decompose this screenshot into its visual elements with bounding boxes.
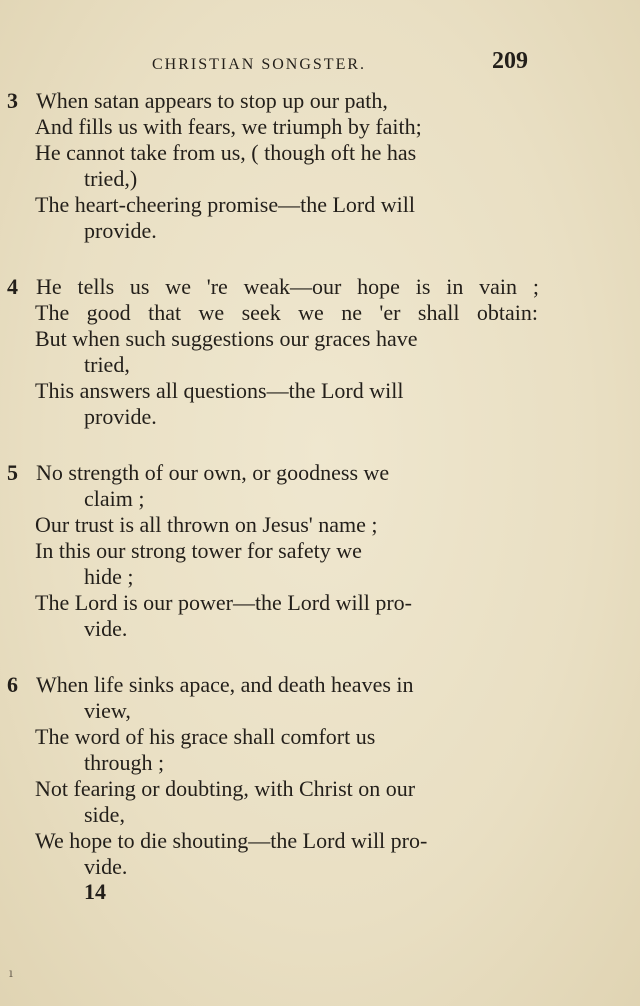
verse-line: No strength of our own, or goodness we xyxy=(36,460,390,485)
verse-line: The good that we seek we ne 'er shall obtain: xyxy=(35,300,539,325)
verse-line: The Lord is our power—the Lord will pro- xyxy=(35,590,412,615)
stanza-5 xyxy=(0,460,640,642)
verse-line-continuation: vide. xyxy=(84,616,128,641)
verse-line-continuation: provide. xyxy=(84,404,157,429)
verse-line-continuation: tried,) xyxy=(84,166,138,191)
verse-number: 5 xyxy=(7,460,18,485)
stanza-6 xyxy=(0,672,640,880)
verse-line: In this our strong tower for safety we xyxy=(35,538,362,563)
verse-line-continuation: view, xyxy=(84,698,131,723)
running-head xyxy=(0,48,640,78)
verse-line-continuation: vide. xyxy=(84,854,128,879)
verse-line-continuation: hide ; xyxy=(84,564,134,589)
verse-line: The heart-cheering promise—the Lord will xyxy=(35,192,415,217)
verse-line: And fills us with fears, we triumph by faith; xyxy=(35,114,422,139)
verse-line-continuation: tried, xyxy=(84,352,130,377)
verse-line: He tells us we 're weak—our hope is in vain ; xyxy=(36,274,539,299)
verse-line: Our trust is all thrown on Jesus' name ; xyxy=(35,512,378,537)
verse-line: When life sinks apace, and death heaves in xyxy=(36,672,414,697)
page-number: 209 xyxy=(492,48,528,74)
verse-line: He cannot take from us, ( though oft he has xyxy=(35,140,417,165)
running-title: CHRISTIAN SONGSTER. xyxy=(152,56,367,73)
verse-number: 3 xyxy=(7,88,18,113)
signature-mark: 14 xyxy=(84,879,106,904)
verse-line: The word of his grace shall comfort us xyxy=(35,724,376,749)
stanza-4 xyxy=(0,274,640,430)
verse-line: This answers all questions—the Lord will xyxy=(35,378,404,403)
margin-mark: ı xyxy=(9,966,13,980)
verse-line: We hope to die shouting—the Lord will pro- xyxy=(35,828,428,853)
verse-number: 4 xyxy=(7,274,18,299)
stanza-3 xyxy=(0,88,640,244)
verse-line-continuation: side, xyxy=(84,802,125,827)
verse-line: Not fearing or doubting, with Christ on our xyxy=(35,776,416,801)
verse-number: 6 xyxy=(7,672,18,697)
verse-line: But when such suggestions our graces have xyxy=(35,326,418,351)
verse-line-continuation: provide. xyxy=(84,218,157,243)
verse-line: When satan appears to stop up our path, xyxy=(36,88,388,113)
verse-line-continuation: through ; xyxy=(84,750,165,775)
verse-line-continuation: claim ; xyxy=(84,486,145,511)
